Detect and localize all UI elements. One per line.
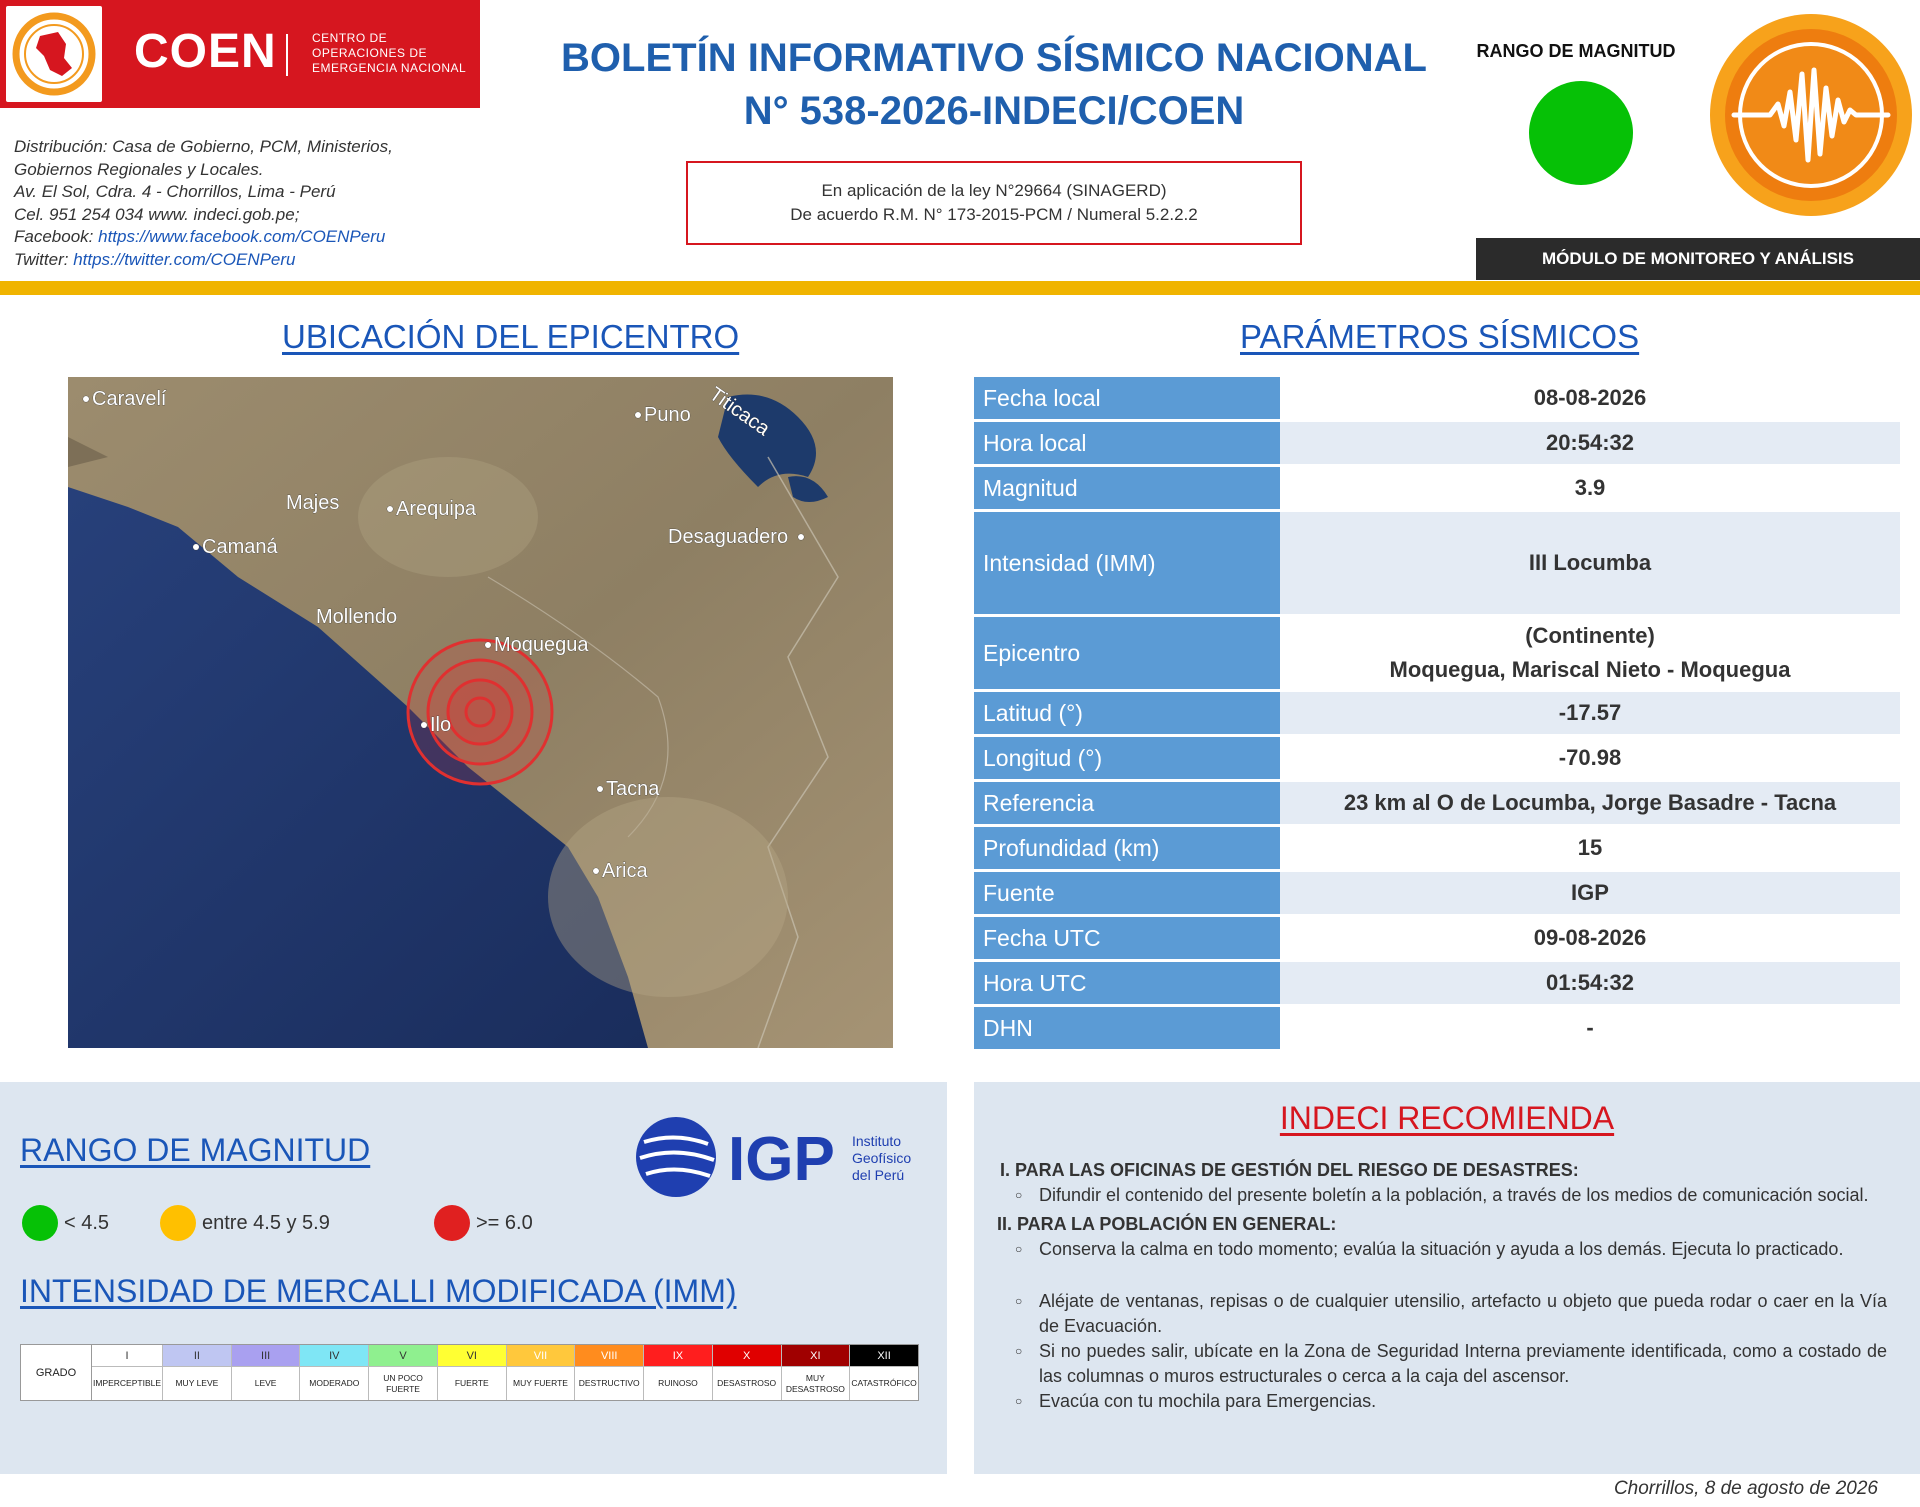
facebook-link[interactable]: https://www.facebook.com/COENPeru: [98, 227, 386, 246]
twitter-link[interactable]: https://twitter.com/COENPeru: [73, 249, 296, 269]
rec-list-1: [997, 1183, 1887, 1208]
legend-item-medium: [160, 1205, 330, 1241]
imm-grade-desc: MUY FUERTE: [513, 1378, 568, 1388]
law-line-1: En aplicación de la ley N°29664 (SINAGERD): [821, 181, 1167, 200]
imm-scale-table: [20, 1344, 919, 1401]
param-value: -70.98: [1280, 737, 1900, 782]
imm-grade-num: IX: [644, 1345, 712, 1367]
table-row: [974, 962, 1900, 1007]
igp-sub-line: Geofísico: [852, 1150, 912, 1166]
map-label-arica: Arica: [602, 860, 648, 882]
param-key: Hora UTC: [974, 962, 1280, 1007]
imm-grade-desc: CATASTRÓFICO: [851, 1378, 917, 1388]
param-value: III Locumba: [1280, 512, 1900, 617]
list-item: ○ Conserva la calma en todo momento; evalúa la situación y ayuda a los demás. Ejecuta lo practicado.: [1039, 1237, 1887, 1262]
imm-grade-num: X: [713, 1345, 781, 1367]
imm-heading: INTENSIDAD DE MERCALLI MODIFICADA (IMM): [20, 1273, 737, 1309]
epicenter-type: (Continente): [1525, 623, 1655, 648]
epicenter-map[interactable]: [68, 377, 893, 1048]
imm-grade: [713, 1345, 782, 1400]
imm-grade: [369, 1345, 438, 1400]
imm-grade-num: I: [92, 1345, 162, 1367]
magnitude-indicator-dot: [1529, 81, 1633, 185]
imm-grade-num: IV: [300, 1345, 368, 1367]
param-key: Fuente: [974, 872, 1280, 917]
magnitude-legend-heading: RANGO DE MAGNITUD: [20, 1132, 371, 1168]
param-value: 08-08-2026: [1280, 377, 1900, 422]
list-item: ○ Aléjate de ventanas, repisas o de cualquier utensilio, artefacto u objeto que pueda rodar o caer en la Vía de Evacuación.: [1039, 1289, 1887, 1339]
list-item: ○ Difundir el contenido del presente boletín a la población, a través de los medios de comunicación social.: [1039, 1183, 1887, 1208]
param-value: 01:54:32: [1280, 962, 1900, 1007]
imm-grade: [300, 1345, 369, 1400]
imm-grado-label: GRADO: [21, 1345, 92, 1400]
seismic-params-table: [974, 377, 1900, 1052]
coen-subtitle: [312, 31, 466, 76]
imm-grade-num: XII: [850, 1345, 918, 1367]
imm-grade: [438, 1345, 507, 1400]
recommendations-body: [997, 1158, 1887, 1414]
igp-sub-line: Instituto: [852, 1133, 902, 1149]
imm-grade-desc: DESTRUCTIVO: [578, 1378, 640, 1388]
imm-grade-desc: MUY DESASTROSO: [785, 1372, 845, 1394]
map-label-moquegua: Moquegua: [494, 634, 589, 656]
imm-grade-num: II: [163, 1345, 231, 1367]
table-row: [974, 827, 1900, 872]
imm-grade-num: XI: [782, 1345, 850, 1367]
param-key: Longitud (°): [974, 737, 1280, 782]
imm-grade-desc: IMPERCEPTIBLE: [93, 1378, 162, 1388]
param-key: Magnitud: [974, 467, 1280, 512]
table-row: [974, 422, 1900, 467]
table-row: [974, 782, 1900, 827]
table-row: [974, 512, 1900, 617]
coen-wordmark: COEN: [134, 25, 277, 78]
imm-grade: [163, 1345, 232, 1400]
legend-label: < 4.5: [64, 1211, 110, 1234]
param-key: Referencia: [974, 782, 1280, 827]
imm-grade-num: VII: [507, 1345, 575, 1367]
imm-grade-desc: FUERTE: [454, 1378, 489, 1388]
imm-grade: [850, 1345, 918, 1400]
igp-wordmark: IGP: [728, 1125, 835, 1194]
map-label-puno: Puno: [644, 404, 691, 426]
legend-label: entre 4.5 y 5.9: [202, 1211, 330, 1234]
distribution-line: Gobiernos Regionales y Locales.: [14, 159, 264, 179]
param-value: -17.57: [1280, 692, 1900, 737]
rec-section-1: I. PARA LAS OFICINAS DE GESTIÓN DEL RIESGO DE DESASTRES:: [1000, 1160, 1579, 1180]
param-key: Epicentro: [974, 617, 1280, 692]
table-row: [974, 617, 1900, 692]
imm-grade: [232, 1345, 301, 1400]
param-key: Latitud (°): [974, 692, 1280, 737]
param-key: Intensidad (IMM): [974, 512, 1280, 617]
map-label-mollendo: Mollendo: [316, 606, 398, 628]
map-label-desaguadero: Desaguadero: [668, 526, 789, 548]
distribution-line: Distribución: Casa de Gobierno, PCM, Ministerios,: [14, 137, 393, 156]
imm-grade: [782, 1345, 851, 1400]
facebook-line: [14, 226, 454, 249]
igp-logo: [636, 1112, 916, 1202]
rec-section-2: II. PARA LA POBLACIÓN EN GENERAL:: [997, 1214, 1337, 1234]
legend-item-high: [434, 1205, 533, 1241]
red-dot-icon: [434, 1205, 470, 1241]
law-notice: [686, 161, 1302, 245]
param-value: 23 km al O de Locumba, Jorge Basadre - Tacna: [1280, 782, 1900, 827]
table-row: [974, 467, 1900, 512]
param-key: Profundidad (km): [974, 827, 1280, 872]
imm-grade: [575, 1345, 644, 1400]
map-label-titicaca: Titicaca: [705, 383, 774, 441]
imm-grade-desc: LEVE: [254, 1378, 277, 1388]
yellow-dot-icon: [160, 1205, 196, 1241]
legend-label: >= 6.0: [476, 1211, 533, 1234]
contact-line: Cel. 951 254 034 www. indeci.gob.pe;: [14, 204, 300, 224]
facebook-label: Facebook:: [14, 227, 99, 246]
imm-grade-desc: UN POCO FUERTE: [383, 1372, 423, 1394]
param-value-epicenter: [1280, 617, 1900, 692]
table-row: [974, 692, 1900, 737]
param-value: -: [1280, 1007, 1900, 1052]
title-line-1: BOLETÍN INFORMATIVO SÍSMICO NACIONAL: [561, 36, 1427, 80]
igp-sub-line: del Perú: [852, 1167, 905, 1183]
map-label-ilo: Ilo: [430, 714, 452, 736]
imm-grade-num: III: [232, 1345, 300, 1367]
list-item: ○ Si no puedes salir, ubícate en la Zona de Seguridad Interna previamente identificada, como a costado de las columnas o muros estructurales o cerca a la caja del ascensor.: [1039, 1339, 1887, 1389]
twitter-label: Twitter:: [14, 249, 74, 269]
param-key: Fecha local: [974, 377, 1280, 422]
imm-grade-desc: MUY LEVE: [175, 1378, 219, 1388]
imm-grade-desc: RUINOSO: [658, 1378, 698, 1388]
legend-item-low: [22, 1205, 109, 1241]
coen-sub-line: EMERGENCIA NACIONAL: [312, 61, 467, 75]
param-value: 09-08-2026: [1280, 917, 1900, 962]
peru-shield-logo: [6, 6, 102, 102]
address-line: Av. El Sol, Cdra. 4 - Chorrillos, Lima - Perú: [14, 182, 336, 201]
imm-grade-num: VIII: [575, 1345, 643, 1367]
coen-sub-line: OPERACIONES DE: [312, 46, 428, 60]
table-row: [974, 737, 1900, 782]
green-dot-icon: [22, 1205, 58, 1241]
param-value: 3.9: [1280, 467, 1900, 512]
table-row: [974, 377, 1900, 422]
coen-separator: [286, 34, 288, 76]
monitoring-module-banner: MÓDULO DE MONITOREO Y ANÁLISIS: [1476, 238, 1920, 280]
twitter-line: [14, 249, 454, 272]
map-label-arequipa: Arequipa: [396, 498, 477, 520]
param-key: DHN: [974, 1007, 1280, 1052]
imm-grade-desc: DESASTROSO: [717, 1378, 777, 1388]
map-label-tacna: Tacna: [606, 778, 660, 800]
header-divider: [0, 281, 1920, 295]
map-label-majes: Majes: [286, 492, 340, 514]
footer-date: Chorrillos, 8 de agosto de 2026: [1613, 1478, 1878, 1499]
imm-grade: [92, 1345, 163, 1400]
table-row: [974, 872, 1900, 917]
param-key: Hora local: [974, 422, 1280, 467]
imm-grade: [507, 1345, 576, 1400]
bulletin-title: [540, 32, 1448, 138]
param-key: Fecha UTC: [974, 917, 1280, 962]
table-row: [974, 917, 1900, 962]
epicenter-heading: UBICACIÓN DEL EPICENTRO: [282, 318, 740, 355]
magnitude-range-title: RANGO DE MAGNITUD: [1476, 41, 1676, 61]
list-item: ○ Evacúa con tu mochila para Emergencias.: [1039, 1389, 1887, 1414]
law-line-2: De acuerdo R.M. N° 173-2015-PCM / Numeral 5.2.2.2: [790, 205, 1198, 224]
table-row: [974, 1007, 1900, 1052]
param-value: 20:54:32: [1280, 422, 1900, 467]
map-label-camana: Camaná: [202, 536, 278, 558]
params-heading: PARÁMETROS SÍSMICOS: [1240, 318, 1640, 355]
param-value: 15: [1280, 827, 1900, 872]
imm-grade-num: V: [369, 1345, 437, 1367]
seismic-wave-logo: [1708, 12, 1914, 218]
title-line-2: N° 538-2026-INDECI/COEN: [743, 89, 1245, 133]
coen-sub-line: CENTRO DE: [312, 31, 388, 45]
epicenter-location: Moquegua, Mariscal Nieto - Moquegua: [1389, 657, 1791, 682]
rec-list-2: [997, 1237, 1887, 1414]
map-label-caraveli: Caravelí: [92, 388, 167, 410]
param-value: IGP: [1280, 872, 1900, 917]
distribution-info: [14, 136, 454, 271]
imm-grade-num: VI: [438, 1345, 506, 1367]
recommendations-heading: INDECI RECOMIENDA: [1279, 1100, 1615, 1136]
imm-grade-desc: MODERADO: [309, 1378, 360, 1388]
imm-grade: [644, 1345, 713, 1400]
